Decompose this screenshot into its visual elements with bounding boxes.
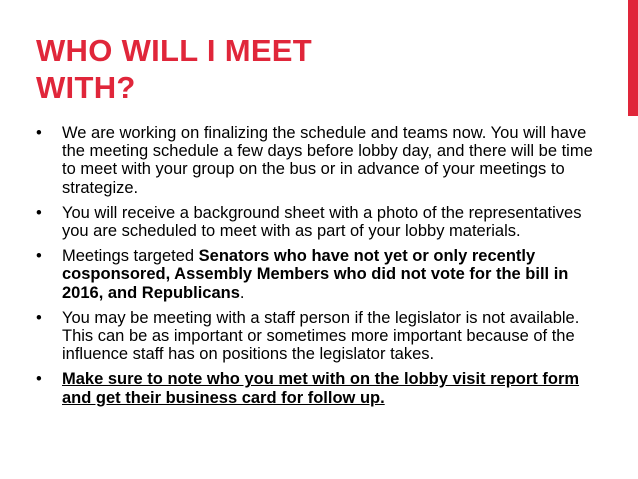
bullet-item-lobby-report [36,370,596,406]
bullet-item-staff-person [36,309,596,364]
bullet-text-staff-person: You may be meeting with a staff person if the legislator is not available. This can be as important or sometimes more important because of the influence staff has on positions the legislator takes. [62,308,580,364]
slide-title [36,32,596,106]
bullet-text-meetings-suffix: . [239,283,245,302]
bullet-list [36,124,596,414]
accent-bar [628,0,638,116]
bullet-text-background-sheet: You will receive a background sheet with a photo of the representatives you are scheduled to meet with as part of your lobby materials. [62,203,582,241]
bullet-item-meetings-targeted [36,247,596,302]
slide-title-line-2: WITH? [36,70,136,105]
bullet-text-lobby-report: Make sure to note who you met with on the lobby visit report form and get their business card for follow up. [62,370,580,407]
bullet-text-schedule: We are working on finalizing the schedule and teams now. You will have the meeting schedule a few days before lobby day, and there will be time to meet with your group on the bus or in advance of your meetings to strategize. [62,124,593,197]
bullet-text-meetings-targets: Senators who have not yet or only recently cosponsored, Assembly Members who did not vote for the bill in 2016, and Republicans [62,247,569,302]
bullet-item-background-sheet [36,204,596,240]
bullet-icon: • [36,370,42,389]
bullet-icon: • [36,203,42,222]
bullet-icon: • [36,247,42,266]
slide-title-line-1: WHO WILL I MEET [36,33,313,68]
bullet-text-meetings-prefix: Meetings targeted [62,247,199,266]
bullet-icon: • [36,124,42,142]
bullet-item-schedule [36,124,596,197]
bullet-icon: • [36,308,42,327]
